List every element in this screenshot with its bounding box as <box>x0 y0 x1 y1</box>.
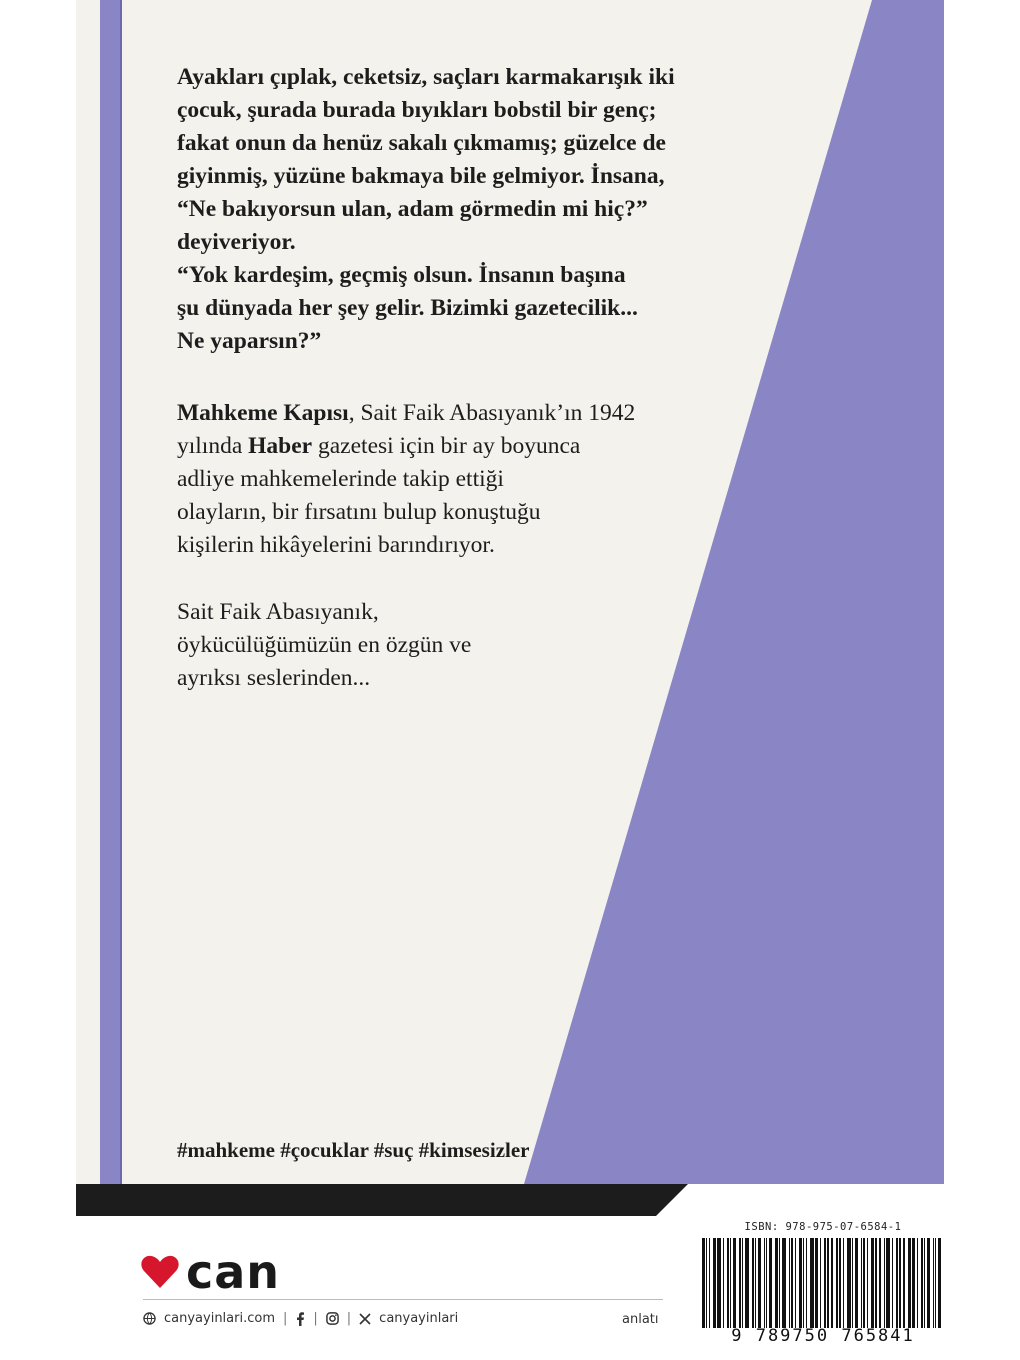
barcode-bar <box>912 1238 915 1328</box>
barcode-bar <box>867 1238 868 1328</box>
logo-wordmark: can <box>186 1245 281 1299</box>
barcode-bar <box>917 1238 918 1328</box>
left-strip-edge <box>120 0 122 1184</box>
barcode-bar <box>886 1238 890 1328</box>
separator: | <box>346 1311 352 1326</box>
barcode-bar <box>847 1238 851 1328</box>
description-line: adliye mahkemelerinde takip ettiği <box>177 466 504 492</box>
quote-line: çocuk, şurada burada bıyıkları bobstil bir genç; <box>177 97 657 123</box>
barcode-bar <box>884 1238 885 1328</box>
barcode-bar <box>803 1238 804 1328</box>
quote-line: deyiveriyor. <box>177 229 296 255</box>
barcode-bar <box>933 1238 934 1328</box>
barcode-bar <box>755 1238 756 1328</box>
back-cover <box>76 0 944 1184</box>
author-note <box>177 596 817 695</box>
barcode-bar <box>727 1238 728 1328</box>
barcode-bar <box>815 1238 818 1328</box>
book-title: Mahkeme Kapısı <box>177 400 349 426</box>
barcode-bar <box>892 1238 893 1328</box>
barcode-bar <box>758 1238 761 1328</box>
barcode-digits: 9 789750 765841 <box>731 1326 915 1346</box>
barcode-bar <box>730 1238 731 1328</box>
barcode-bar <box>843 1238 844 1328</box>
footer-divider <box>143 1299 663 1300</box>
barcode-bar <box>863 1238 864 1328</box>
barcode-bar <box>871 1238 874 1328</box>
barcode-bar <box>742 1238 743 1328</box>
quote-line: Ne yaparsın?” <box>177 328 322 354</box>
barcode-bar <box>908 1238 912 1328</box>
barcode-bar <box>733 1238 736 1328</box>
description-text: gazetesi için bir ay boyunca <box>312 433 581 459</box>
separator: | <box>283 1311 288 1326</box>
quote-line: şu dünyada her şey gelir. Bizimki gazetecilik... <box>177 295 638 321</box>
author-note-line: Sait Faik Abasıyanık, <box>177 599 379 625</box>
description-line: olayların, bir fırsatını bulup konuştuğu <box>177 499 541 525</box>
barcode-bar <box>775 1238 778 1328</box>
barcode-bar <box>896 1238 897 1328</box>
barcode-bar <box>810 1238 814 1328</box>
barcode-bar <box>806 1238 807 1328</box>
barcode-bar <box>875 1238 878 1328</box>
left-lavender-strip <box>100 0 122 1184</box>
description-text: , Sait Faik Abasıyanık’ın 1942 <box>348 400 636 426</box>
quote-line: giyinmiş, yüzüne bakmaya bile gelmiyor. İnsana, <box>177 163 665 189</box>
barcode-bar <box>795 1238 796 1328</box>
barcode-bar <box>739 1238 742 1328</box>
quote-line: “Yok kardeşim, geçmiş olsun. İnsanın başına <box>177 262 626 288</box>
barcode-bar <box>723 1238 724 1328</box>
separator: | <box>313 1311 318 1326</box>
author-note-line: ayrıksı seslerinden... <box>177 665 371 691</box>
description-text: yılında <box>177 433 249 459</box>
barcode-bar <box>899 1238 902 1328</box>
barcode-bar <box>903 1238 904 1328</box>
barcode-bar <box>938 1238 941 1328</box>
quote-line: fakat onun da henüz sakalı çıkmamış; güzelce de <box>177 130 666 156</box>
barcode-bar <box>709 1238 710 1328</box>
barcode-bar <box>921 1238 922 1328</box>
barcode-bar <box>789 1238 790 1328</box>
barcode-bar <box>836 1238 839 1328</box>
author-note-line: öykücülüğümüzün en özgün ve <box>177 632 472 658</box>
publisher-logo <box>140 1245 280 1299</box>
barcode-bar <box>717 1238 721 1328</box>
barcode-bar <box>927 1238 930 1328</box>
heart-icon <box>140 1254 180 1290</box>
barcode-bar <box>779 1238 780 1328</box>
barcode-bar <box>855 1238 858 1328</box>
barcode-bar <box>745 1238 749 1328</box>
hashtags: #mahkeme #çocuklar #suç #kimsesizler <box>177 1138 530 1162</box>
barcode-bar <box>935 1238 936 1328</box>
barcode-bar <box>782 1238 786 1328</box>
x-twitter-icon[interactable] <box>359 1313 371 1325</box>
barcode-bar <box>824 1238 825 1328</box>
black-stripe <box>76 1184 944 1216</box>
barcode-bar <box>827 1238 830 1328</box>
book-description <box>177 397 817 562</box>
social-handle[interactable]: canyayinlari <box>379 1311 459 1326</box>
quote-line: Ayakları çıplak, ceketsiz, saçları karmakarışık iki <box>177 64 675 90</box>
barcode <box>702 1221 944 1346</box>
newspaper-name: Haber <box>248 433 313 459</box>
barcode-bar <box>852 1238 853 1328</box>
barcode-bar <box>702 1238 705 1328</box>
barcode-bar <box>924 1238 925 1328</box>
barcode-bars <box>702 1238 944 1328</box>
website-link[interactable]: canyayinlari.com <box>164 1311 275 1326</box>
publisher-footer <box>143 1311 458 1326</box>
barcode-bar <box>752 1238 753 1328</box>
barcode-bar <box>839 1238 840 1328</box>
barcode-bar <box>766 1238 767 1328</box>
barcode-bar <box>713 1238 716 1328</box>
instagram-icon[interactable] <box>326 1312 339 1325</box>
isbn-label: ISBN: 978-975-07-6584-1 <box>744 1221 902 1233</box>
barcode-bar <box>861 1238 862 1328</box>
barcode-bar <box>791 1238 792 1328</box>
back-cover-quote <box>177 61 817 358</box>
barcode-bar <box>799 1238 802 1328</box>
genre-label: anlatı <box>622 1312 659 1327</box>
barcode-bar <box>764 1238 765 1328</box>
globe-icon <box>143 1312 156 1325</box>
barcode-bar <box>706 1238 707 1328</box>
barcode-bar <box>820 1238 821 1328</box>
barcode-bar <box>769 1238 772 1328</box>
facebook-icon[interactable] <box>295 1312 305 1326</box>
barcode-bar <box>831 1238 832 1328</box>
description-line: kişilerin hikâyelerini barındırıyor. <box>177 532 495 558</box>
barcode-bar <box>879 1238 880 1328</box>
quote-line: “Ne bakıyorsun ulan, adam görmedin mi hiç?” <box>177 196 648 222</box>
